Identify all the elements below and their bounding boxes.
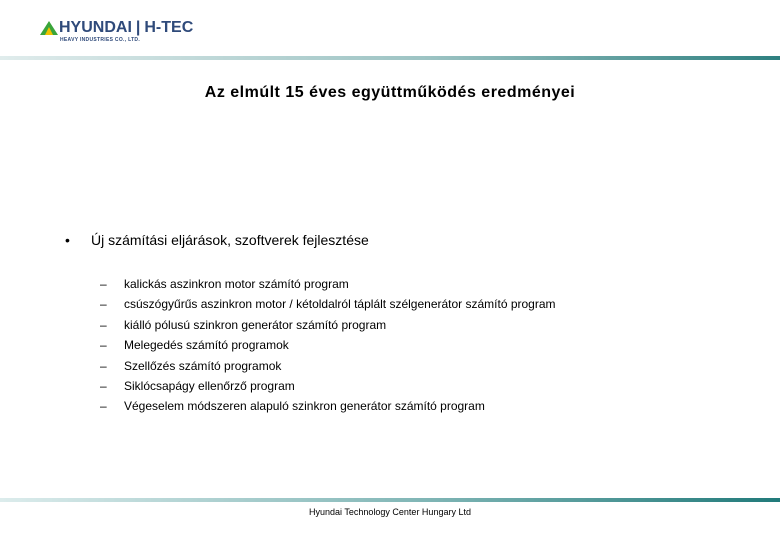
dash-marker: –	[100, 358, 107, 373]
dash-marker: –	[100, 338, 107, 353]
list-item-text: Szellőzés számító programok	[124, 358, 282, 373]
logo-subtitle: HEAVY INDUSTRIES CO., LTD.	[60, 37, 141, 43]
header-divider	[0, 56, 780, 60]
footer-text: Hyundai Technology Center Hungary Ltd	[309, 507, 471, 517]
dash-marker: –	[100, 378, 107, 393]
dash-marker: –	[100, 399, 107, 414]
section-heading: Új számítási eljárások, szoftverek fejlesztése	[91, 232, 369, 248]
company-logo	[38, 18, 218, 48]
footer-divider	[0, 498, 780, 502]
list-item-text: Melegedés számító programok	[124, 338, 289, 353]
slide-title: Az elmúlt 15 éves együttműködés eredményei	[204, 84, 576, 101]
dash-marker: –	[100, 277, 107, 291]
bullet-marker: •	[65, 232, 70, 248]
dash-marker: –	[100, 297, 107, 312]
logo-separator: |	[135, 19, 141, 36]
list-item-text: kalickás aszinkron motor számító program	[124, 277, 349, 291]
list-item-text: Végeselem módszeren alapuló szinkron generátor számító program	[124, 399, 485, 414]
hyundai-logo-icon	[40, 21, 58, 35]
logo-brand-name: HYUNDAI	[59, 19, 132, 36]
dash-marker: –	[100, 317, 107, 332]
list-item-text: kiálló pólusú szinkron generátor számító program	[124, 317, 387, 332]
logo-division: H-TEC	[144, 19, 194, 36]
list-item-text: Siklócsapágy ellenőrző program	[124, 378, 295, 393]
list-item-text: csúszógyűrűs aszinkron motor / kétoldalról táplált szélgenerátor számító program	[124, 297, 556, 312]
logo-brand	[59, 19, 193, 37]
